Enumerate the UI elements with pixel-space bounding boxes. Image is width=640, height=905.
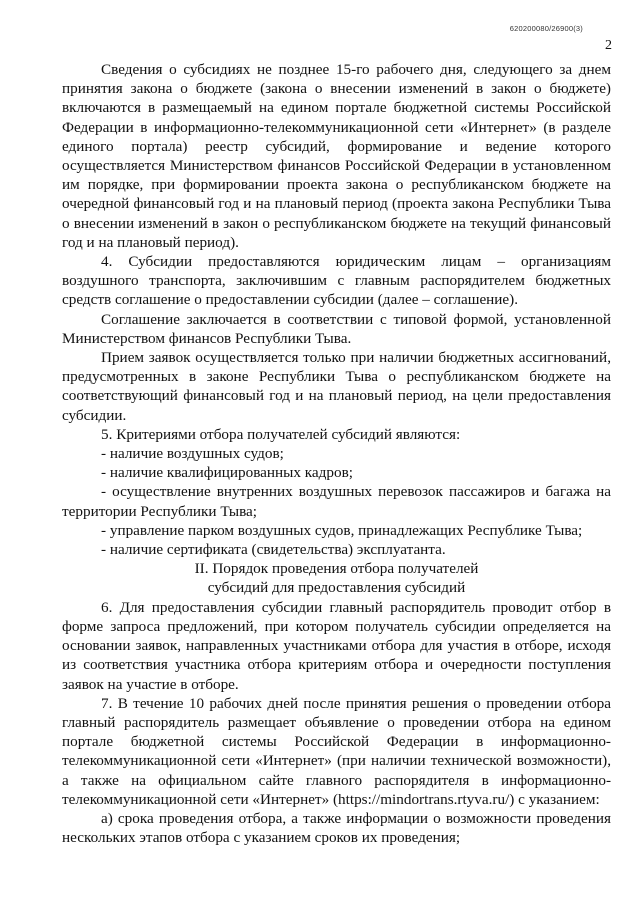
document-code: 620200080/26900(3) (509, 24, 583, 33)
paragraph-6: 6. Для предоставления субсидии главный распорядитель проводит отбор в форме запроса предложений, при котором получатель субсидии определяется на основании заявок, направленных участниками отбора для участия в отборе, исходя из соответствия участника отбора критериям отбора и очередности поступления заявок на участие в отборе. (62, 598, 611, 693)
section-heading: II. Порядок проведения отбора получателей (194, 560, 479, 578)
criteria-item: - управление парком воздушных судов, принадлежащих Республике Тыва; (101, 521, 583, 539)
criteria-item: - осуществление внутренних воздушных перевозок пассажиров и багажа на территории Республики Тыва; (62, 483, 611, 520)
criteria-item: - наличие сертификата (свидетельства) эксплуатанта. (101, 541, 446, 559)
paragraph-7: 7. В течение 10 рабочих дней после принятия решения о проведении отбора главный распорядитель размещает объявление о проведении отбора на едином портале бюджетной системы Российской Федерации в информационно-телекоммуникационной сети «Интернет» (при наличии технической возможности), а также на официальном сайте главного распорядителя в информационно-телекоммуникационной сети «Интернет» (https://mindortrans.rtyva.ru/) с указанием: (62, 694, 611, 808)
criteria-item: - наличие воздушных судов; (101, 445, 284, 463)
paragraph-7a: а) срока проведения отбора, а также информации о возможности проведения нескольких этапов отбора с указанием сроков их проведения; (62, 809, 611, 847)
paragraph-subsidy-registry: Сведения о субсидиях не позднее 15-го рабочего дня, следующего за днем принятия закона о бюджете (закона о внесении изменений в закон о бюджете) включаются в размещаемый на едином портале бюджетной системы Российской Федерации в информационно-телекоммуникационной сети «Интернет» (в разделе единого портала) реестр субсидий, формирование и ведение которого осуществляется Министерством финансов Российской Федерации в установленном им порядке, при формировании проекта закона о республиканском бюджете на очередной финансовый год и на плановый период (проекта закона Республики Тыва о внесении изменений в закон о республиканском бюджете на текущий финансовый год и на плановый период). (62, 61, 611, 251)
paragraph-4: 4. Субсидии предоставляются юридическим лицам – организациям воздушного транспорта, заключившим с главным распорядителем бюджетных средств соглашение о предоставлении субсидии (далее – соглашение). (62, 253, 611, 309)
section-heading-line2: субсидий для предоставления субсидий (207, 579, 466, 597)
paragraph-agreement-form: Соглашение заключается в соответствии с типовой формой, установленной Министерством финансов Республики Тыва. (62, 310, 611, 347)
criteria-item: - наличие квалифицированных кадров; (101, 464, 353, 482)
page-number: 2 (605, 38, 612, 53)
document-body (62, 60, 611, 847)
paragraph-applications: Прием заявок осуществляется только при наличии бюджетных ассигнований, предусмотренных в законе Республики Тыва о республиканском бюджете на соответствующий финансовый год и на плановый период, на цели предоставления субсидии. (62, 349, 611, 424)
paragraph-5: 5. Критериями отбора получателей субсидий являются: (101, 425, 461, 443)
